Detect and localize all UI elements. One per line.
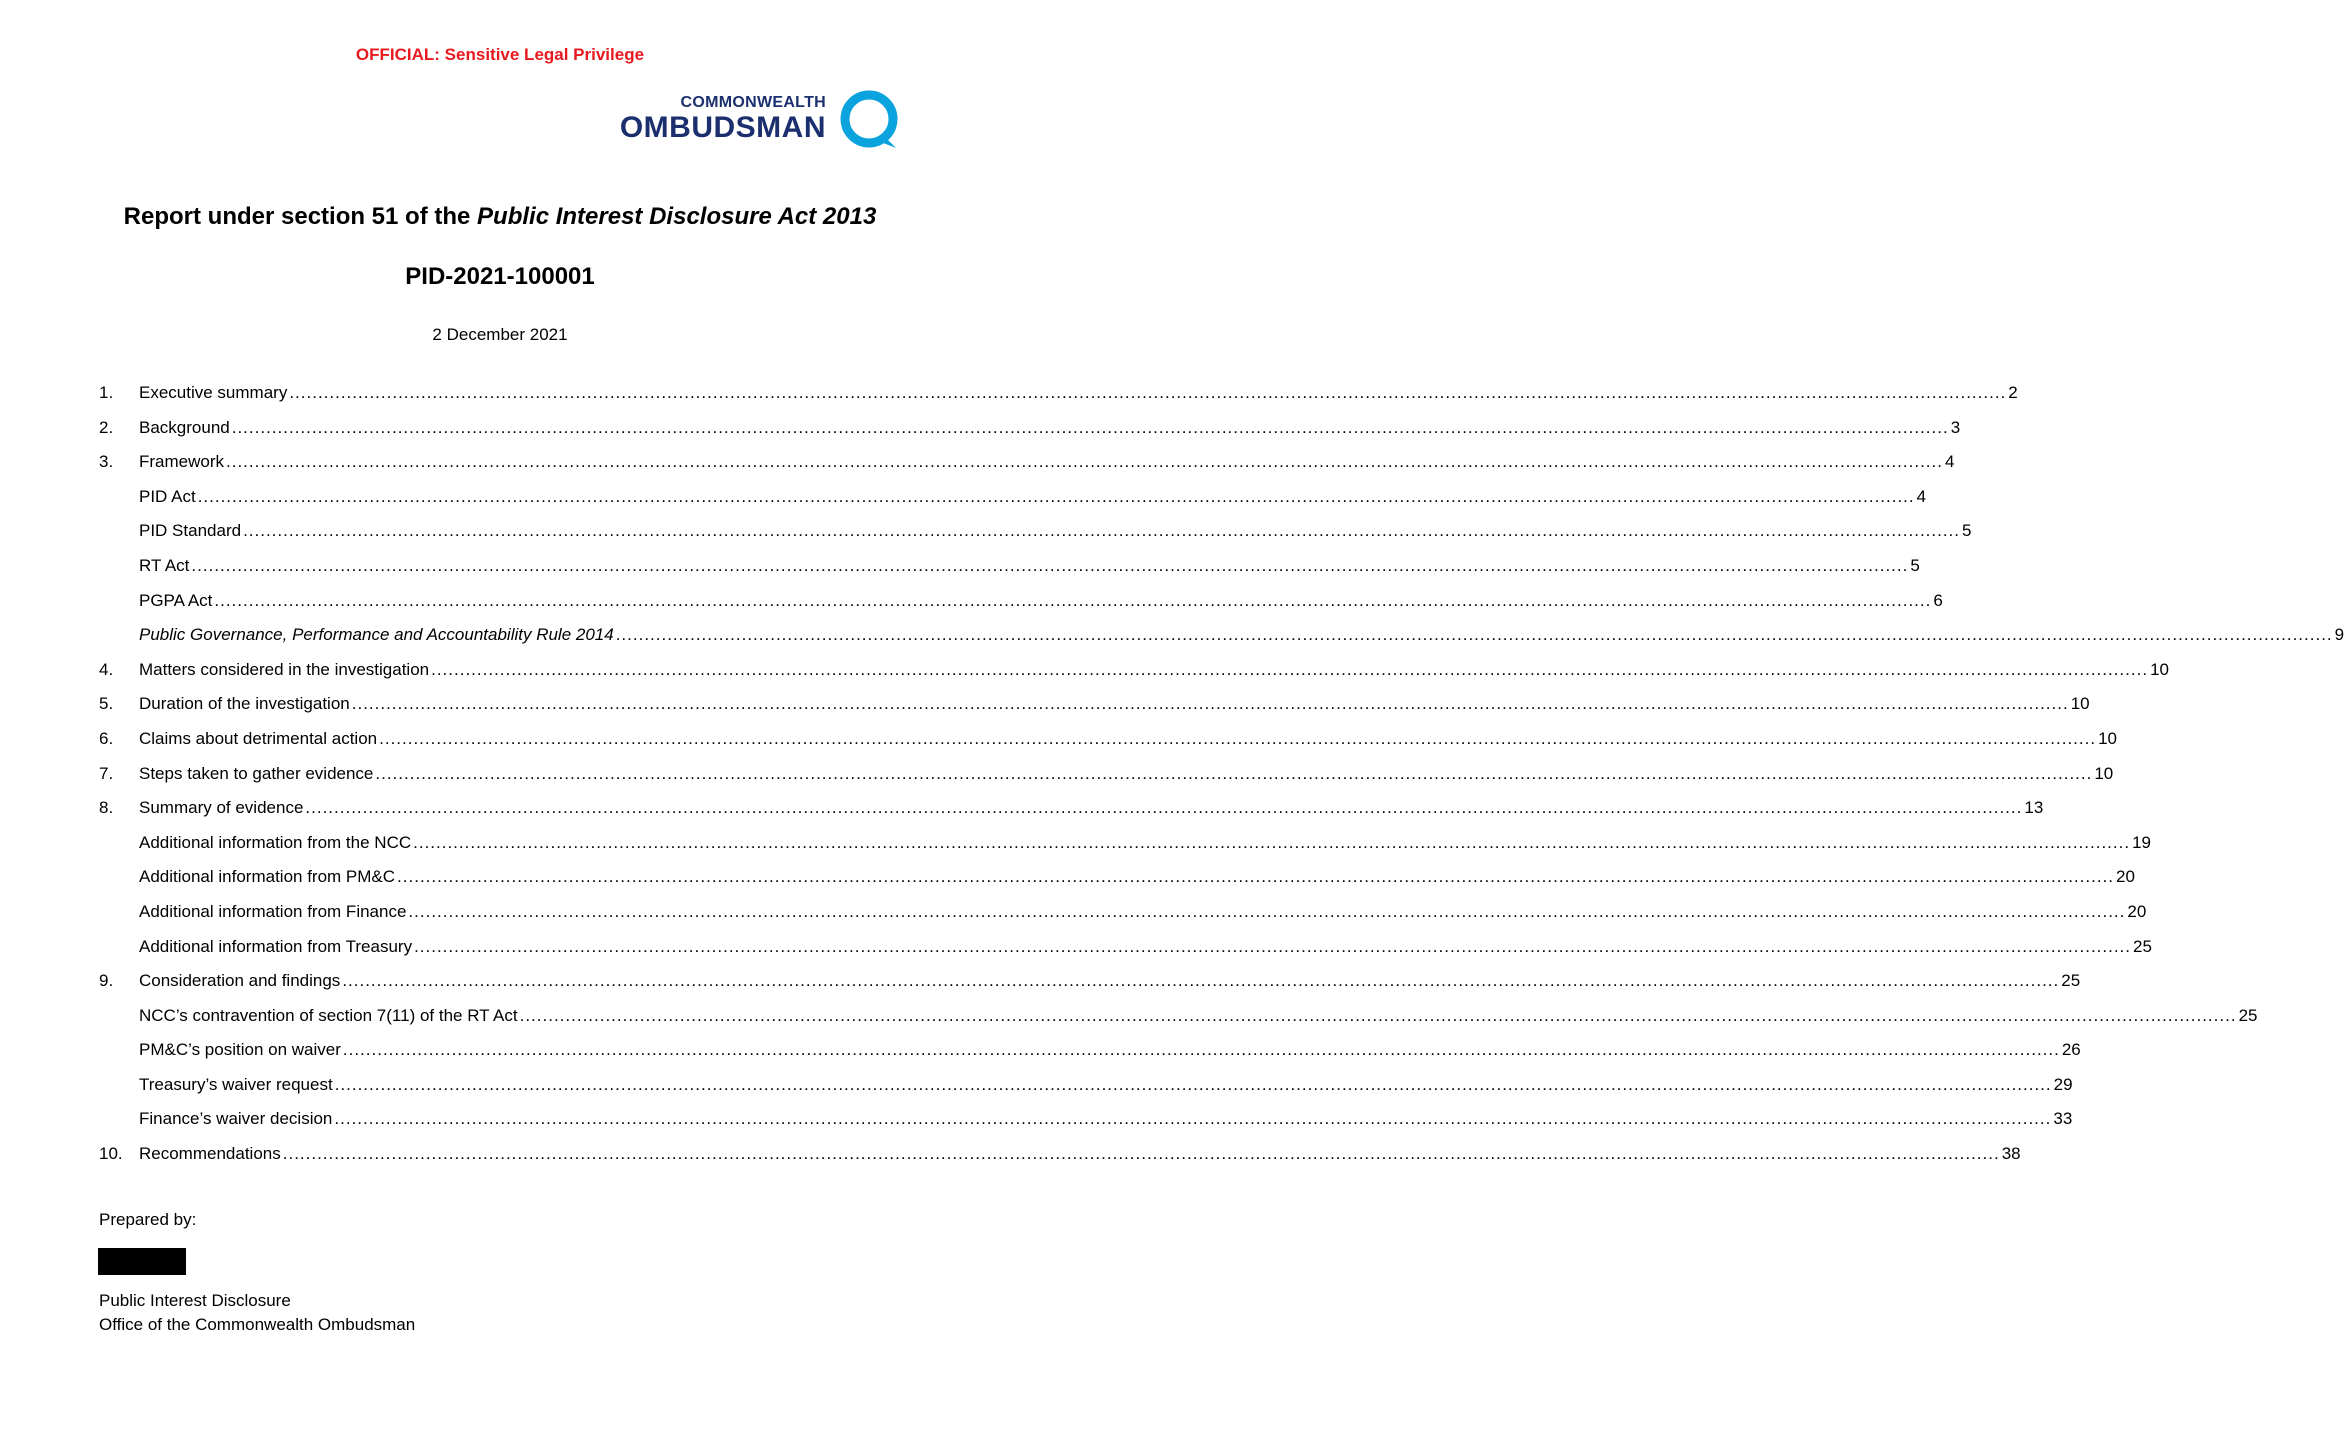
toc-page-number: 3 (1950, 417, 1961, 437)
toc-leader-dots: ............................................................................................................................................................................................................................................................................................................ (615, 625, 2333, 645)
toc-number: 5. (99, 694, 114, 714)
office-line1: Public Interest Disclosure (99, 1291, 291, 1310)
toc-number: 3. (99, 452, 114, 472)
toc-leader-dots: ............................................................................................................................................................................................................................................................................................................ (397, 867, 2114, 887)
toc-number: 2. (99, 417, 114, 437)
toc-entry[interactable] (99, 588, 1943, 623)
toc-page-number: 29 (2053, 1074, 2073, 1094)
toc-leader-dots: ............................................................................................................................................................................................................................................................................................................ (351, 694, 2069, 714)
toc-label: Treasury’s waiver request (139, 1074, 333, 1094)
toc-label: PID Act (139, 486, 196, 506)
speech-bubble-icon (838, 90, 900, 152)
logo-text (620, 94, 826, 144)
table-of-contents (99, 380, 2344, 1176)
toc-leader-dots: ............................................................................................................................................................................................................................................................................................................ (334, 1109, 2052, 1129)
toc-page-number: 9 (2334, 625, 2344, 645)
toc-entry[interactable] (99, 553, 1920, 588)
toc-entry[interactable] (99, 830, 2151, 865)
toc-label: Finance’s waiver decision (139, 1109, 333, 1129)
toc-label: Public Governance, Performance and Accountability Rule 2014 (139, 625, 614, 645)
toc-leader-dots: ............................................................................................................................................................................................................................................................................................................ (231, 417, 1949, 437)
toc-page-number: 5 (1962, 521, 1972, 541)
toc-number: 6. (99, 728, 114, 748)
toc-page-number: 25 (2133, 936, 2152, 956)
toc-label: Framework (139, 452, 225, 472)
toc-leader-dots: ............................................................................................................................................................................................................................................................................................................ (414, 936, 2132, 956)
toc-page-number: 10 (2070, 694, 2090, 714)
toc-page-number: 25 (2061, 971, 2081, 991)
report-date: 2 December 2021 (432, 325, 568, 344)
toc-label: Additional information from the NCC (139, 832, 412, 852)
toc-label: RT Act (139, 555, 190, 575)
office-line2: Office of the Commonwealth Ombudsman (99, 1315, 416, 1334)
toc-label: Executive summary (139, 383, 288, 402)
toc-page-number: 38 (2001, 1144, 2021, 1164)
toc-number: 7. (99, 763, 114, 783)
toc-page-number: 4 (1916, 486, 1927, 506)
toc-entry[interactable] (99, 380, 2018, 415)
toc-label: Steps taken to gather evidence (139, 763, 374, 783)
toc-page-number: 20 (2127, 901, 2147, 921)
toc-number: 8. (99, 798, 114, 818)
toc-leader-dots: ............................................................................................................................................................................................................................................................................................................ (289, 383, 2007, 402)
toc-leader-dots: ............................................................................................................................................................................................................................................................................................................ (379, 728, 2097, 748)
toc-entry[interactable] (99, 1037, 2081, 1072)
toc-entry[interactable] (99, 899, 2147, 934)
toc-entry[interactable] (99, 622, 2344, 657)
toc-page-number: 33 (2053, 1109, 2073, 1129)
toc-label: Matters considered in the investigation (139, 659, 430, 679)
toc-number: 10. (99, 1144, 123, 1164)
toc-label: Additional information from PM&C (139, 867, 396, 887)
logo-line1: COMMONWEALTH (680, 94, 826, 111)
toc-label: Additional information from Finance (139, 901, 407, 921)
toc-leader-dots: ............................................................................................................................................................................................................................................................................................................ (431, 659, 2149, 679)
toc-page-number: 5 (1910, 555, 1920, 575)
toc-entry[interactable] (99, 1106, 2073, 1141)
toc-leader-dots: ............................................................................................................................................................................................................................................................................................................ (342, 971, 2060, 991)
title-act-name: Public Interest Disclosure Act 2013 (477, 203, 877, 230)
report-title (0, 203, 1000, 231)
toc-label: PID Standard (139, 521, 242, 541)
toc-label: Summary of evidence (139, 798, 304, 818)
toc-label: NCC’s contravention of section 7(11) of the RT Act (139, 1005, 518, 1025)
toc-leader-dots: ............................................................................................................................................................................................................................................................................................................ (197, 486, 1915, 506)
toc-label: PM&C’s position on waiver (139, 1040, 341, 1060)
toc-page-number: 26 (2061, 1040, 2081, 1060)
toc-leader-dots: ............................................................................................................................................................................................................................................................................................................ (334, 1074, 2052, 1094)
toc-page-number: 10 (2150, 659, 2169, 679)
toc-page-number: 10 (2098, 728, 2117, 748)
toc-label: Claims about detrimental action (139, 728, 378, 748)
toc-leader-dots: ............................................................................................................................................................................................................................................................................................................ (375, 763, 2093, 783)
toc-entry[interactable] (99, 449, 1955, 484)
toc-entry[interactable] (99, 726, 2117, 761)
toc-page-number: 19 (2132, 832, 2151, 852)
toc-entry[interactable] (99, 968, 2081, 1003)
toc-page-number: 13 (2024, 798, 2044, 818)
toc-number: 9. (99, 971, 114, 991)
toc-leader-dots: ............................................................................................................................................................................................................................................................................................................ (305, 798, 2023, 818)
toc-leader-dots: ............................................................................................................................................................................................................................................................................................................ (342, 1040, 2060, 1060)
toc-label: Background (139, 417, 230, 437)
toc-entry[interactable] (99, 518, 1972, 553)
toc-leader-dots: ............................................................................................................................................................................................................................................................................................................ (408, 901, 2126, 921)
redaction-block (98, 1248, 186, 1275)
toc-page-number: 6 (1933, 590, 1943, 610)
toc-label: Additional information from Treasury (139, 936, 413, 956)
toc-page-number: 25 (2238, 1005, 2258, 1025)
toc-entry[interactable] (99, 934, 2152, 969)
ombudsman-logo (590, 88, 910, 154)
toc-entry[interactable] (99, 1003, 2258, 1038)
toc-leader-dots: ............................................................................................................................................................................................................................................................................................................ (519, 1005, 2237, 1025)
toc-label: Consideration and findings (139, 971, 341, 991)
toc-page-number: 2 (2008, 383, 2018, 402)
toc-leader-dots: ............................................................................................................................................................................................................................................................................................................ (214, 590, 1932, 610)
reference-number: PID-2021-100001 (405, 263, 595, 290)
toc-label: PGPA Act (139, 590, 213, 610)
toc-entry[interactable] (99, 691, 2090, 726)
logo-line2: OMBUDSMAN (619, 111, 826, 144)
title-prefix: Report under section 51 of the (123, 203, 478, 230)
toc-page-number: 4 (1944, 452, 1955, 472)
classification-marking: OFFICIAL: Sensitive Legal Privilege (355, 45, 645, 64)
toc-entry[interactable] (99, 795, 2044, 830)
toc-number: 4. (99, 659, 114, 679)
prepared-by-label: Prepared by: (99, 1210, 197, 1229)
toc-label: Recommendations (139, 1144, 281, 1164)
toc-leader-dots: ............................................................................................................................................................................................................................................................................................................ (191, 555, 1909, 575)
toc-leader-dots: ............................................................................................................................................................................................................................................................................................................ (413, 832, 2131, 852)
toc-label: Duration of the investigation (139, 694, 350, 714)
toc-entry[interactable] (99, 1072, 2073, 1107)
toc-entry[interactable] (99, 761, 2114, 796)
office-block (99, 1289, 415, 1337)
toc-entry[interactable] (99, 864, 2135, 899)
toc-leader-dots: ............................................................................................................................................................................................................................................................................................................ (243, 521, 1961, 541)
toc-page-number: 10 (2094, 763, 2114, 783)
toc-leader-dots: ............................................................................................................................................................................................................................................................................................................ (282, 1144, 2000, 1164)
toc-number: 1. (99, 383, 114, 402)
toc-leader-dots: ............................................................................................................................................................................................................................................................................................................ (226, 452, 1943, 472)
toc-entry[interactable] (99, 484, 1927, 519)
toc-entry[interactable] (99, 415, 1961, 450)
toc-entry[interactable] (99, 657, 2169, 692)
toc-page-number: 20 (2116, 867, 2135, 887)
toc-entry[interactable] (99, 1141, 2021, 1176)
